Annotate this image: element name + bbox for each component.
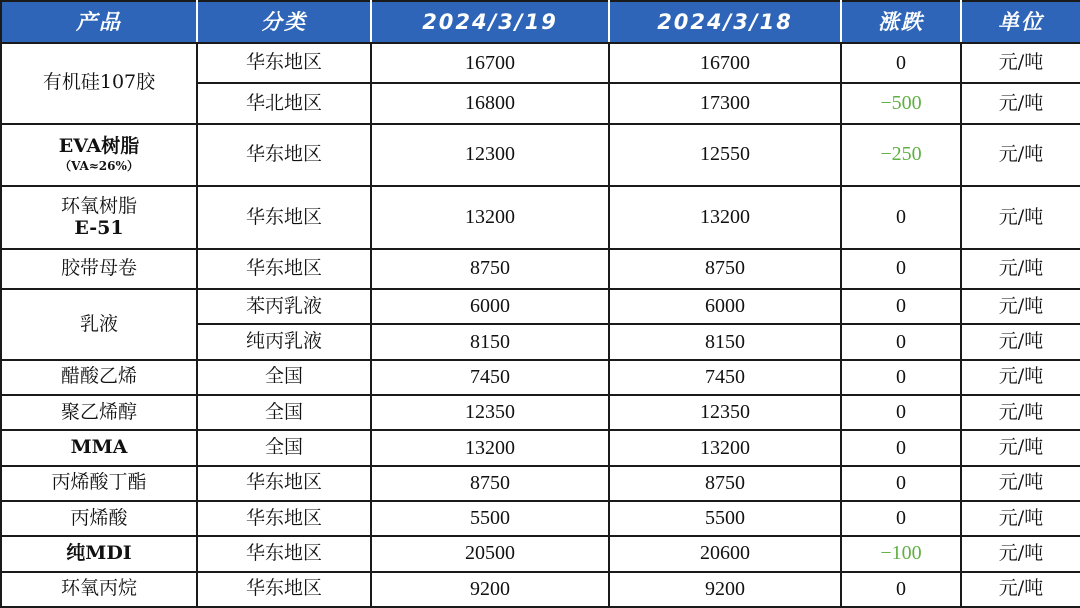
table-row [1,124,1080,187]
price-d18-cell: 8750 [609,466,841,501]
table-row [1,360,1080,395]
table-row [1,501,1080,536]
product-cell [1,124,197,187]
price-d18-cell: 16700 [609,43,841,83]
unit-cell: 元/吨 [961,324,1080,359]
change-cell: 0 [841,501,961,536]
price-d18-cell: 12350 [609,395,841,430]
price-d19-cell: 9200 [371,572,609,607]
change-cell: 0 [841,572,961,607]
category-cell: 华东地区 [197,186,371,249]
change-cell: 0 [841,324,961,359]
header-change: 涨跌 [841,1,961,43]
table-row [1,466,1080,501]
category-cell: 华北地区 [197,83,371,123]
unit-cell: 元/吨 [961,124,1080,187]
change-cell: 0 [841,430,961,465]
product-grade: E-51 [74,216,124,239]
price-d18-cell: 6000 [609,289,841,324]
header-unit: 单位 [961,1,1080,43]
category-cell: 华东地区 [197,249,371,289]
category-cell: 华东地区 [197,466,371,501]
product-cell: 丙烯酸丁酯 [1,466,197,501]
change-cell: −250 [841,124,961,187]
product-cell: 醋酸乙烯 [1,360,197,395]
category-cell: 华东地区 [197,124,371,187]
table-row [1,186,1080,249]
price-d18-cell: 20600 [609,536,841,571]
table-row [1,249,1080,289]
price-d19-cell: 8750 [371,249,609,289]
unit-cell: 元/吨 [961,83,1080,123]
change-cell: 0 [841,186,961,249]
table-row [1,536,1080,571]
unit-cell: 元/吨 [961,249,1080,289]
category-cell: 华东地区 [197,43,371,83]
header-row [1,1,1080,43]
unit-cell: 元/吨 [961,360,1080,395]
price-d19-cell: 16700 [371,43,609,83]
price-d19-cell: 7450 [371,360,609,395]
price-d18-cell: 17300 [609,83,841,123]
unit-cell: 元/吨 [961,536,1080,571]
price-d19-cell: 12350 [371,395,609,430]
product-cell [1,186,197,249]
header-date-18: 2024/3/18 [609,1,841,43]
table-row [1,43,1080,83]
unit-cell: 元/吨 [961,289,1080,324]
product-cell: 胶带母卷 [1,249,197,289]
category-cell: 全国 [197,430,371,465]
product-cell: 聚乙烯醇 [1,395,197,430]
change-cell: 0 [841,43,961,83]
product-cell: 环氧丙烷 [1,572,197,607]
product-cell: MMA [1,430,197,465]
header-product: 产品 [1,1,197,43]
change-cell: 0 [841,360,961,395]
change-cell: −500 [841,83,961,123]
unit-cell: 元/吨 [961,430,1080,465]
change-cell: 0 [841,289,961,324]
product-subnote: （VA≈26%） [59,158,139,173]
product-cell: 有机硅107胶 [1,43,197,124]
category-cell: 苯丙乳液 [197,289,371,324]
table-row [1,572,1080,607]
price-d19-cell: 8150 [371,324,609,359]
change-cell: 0 [841,395,961,430]
header-category: 分类 [197,1,371,43]
table-row [1,289,1080,324]
change-cell: −100 [841,536,961,571]
header-date-19: 2024/3/19 [371,1,609,43]
price-d18-cell: 5500 [609,501,841,536]
product-cell: 纯MDI [1,536,197,571]
price-d19-cell: 12300 [371,124,609,187]
price-d19-cell: 6000 [371,289,609,324]
unit-cell: 元/吨 [961,501,1080,536]
price-d19-cell: 13200 [371,430,609,465]
unit-cell: 元/吨 [961,43,1080,83]
price-d19-cell: 20500 [371,536,609,571]
unit-cell: 元/吨 [961,186,1080,249]
category-cell: 全国 [197,360,371,395]
price-d18-cell: 12550 [609,124,841,187]
change-cell: 0 [841,249,961,289]
price-d18-cell: 8150 [609,324,841,359]
category-cell: 全国 [197,395,371,430]
category-cell: 华东地区 [197,572,371,607]
price-d19-cell: 5500 [371,501,609,536]
price-d18-cell: 13200 [609,430,841,465]
price-d18-cell: 8750 [609,249,841,289]
price-d18-cell: 13200 [609,186,841,249]
category-cell: 华东地区 [197,501,371,536]
unit-cell: 元/吨 [961,395,1080,430]
product-cell: 乳液 [1,289,197,360]
price-d18-cell: 9200 [609,572,841,607]
unit-cell: 元/吨 [961,466,1080,501]
table-row [1,395,1080,430]
price-d18-cell: 7450 [609,360,841,395]
category-cell: 华东地区 [197,536,371,571]
price-d19-cell: 13200 [371,186,609,249]
unit-cell: 元/吨 [961,572,1080,607]
price-d19-cell: 8750 [371,466,609,501]
table-row [1,430,1080,465]
product-name: 环氧树脂 [60,194,137,217]
product-name: EVA树脂 [58,135,140,158]
product-cell: 丙烯酸 [1,501,197,536]
price-d19-cell: 16800 [371,83,609,123]
change-cell: 0 [841,466,961,501]
category-cell: 纯丙乳液 [197,324,371,359]
